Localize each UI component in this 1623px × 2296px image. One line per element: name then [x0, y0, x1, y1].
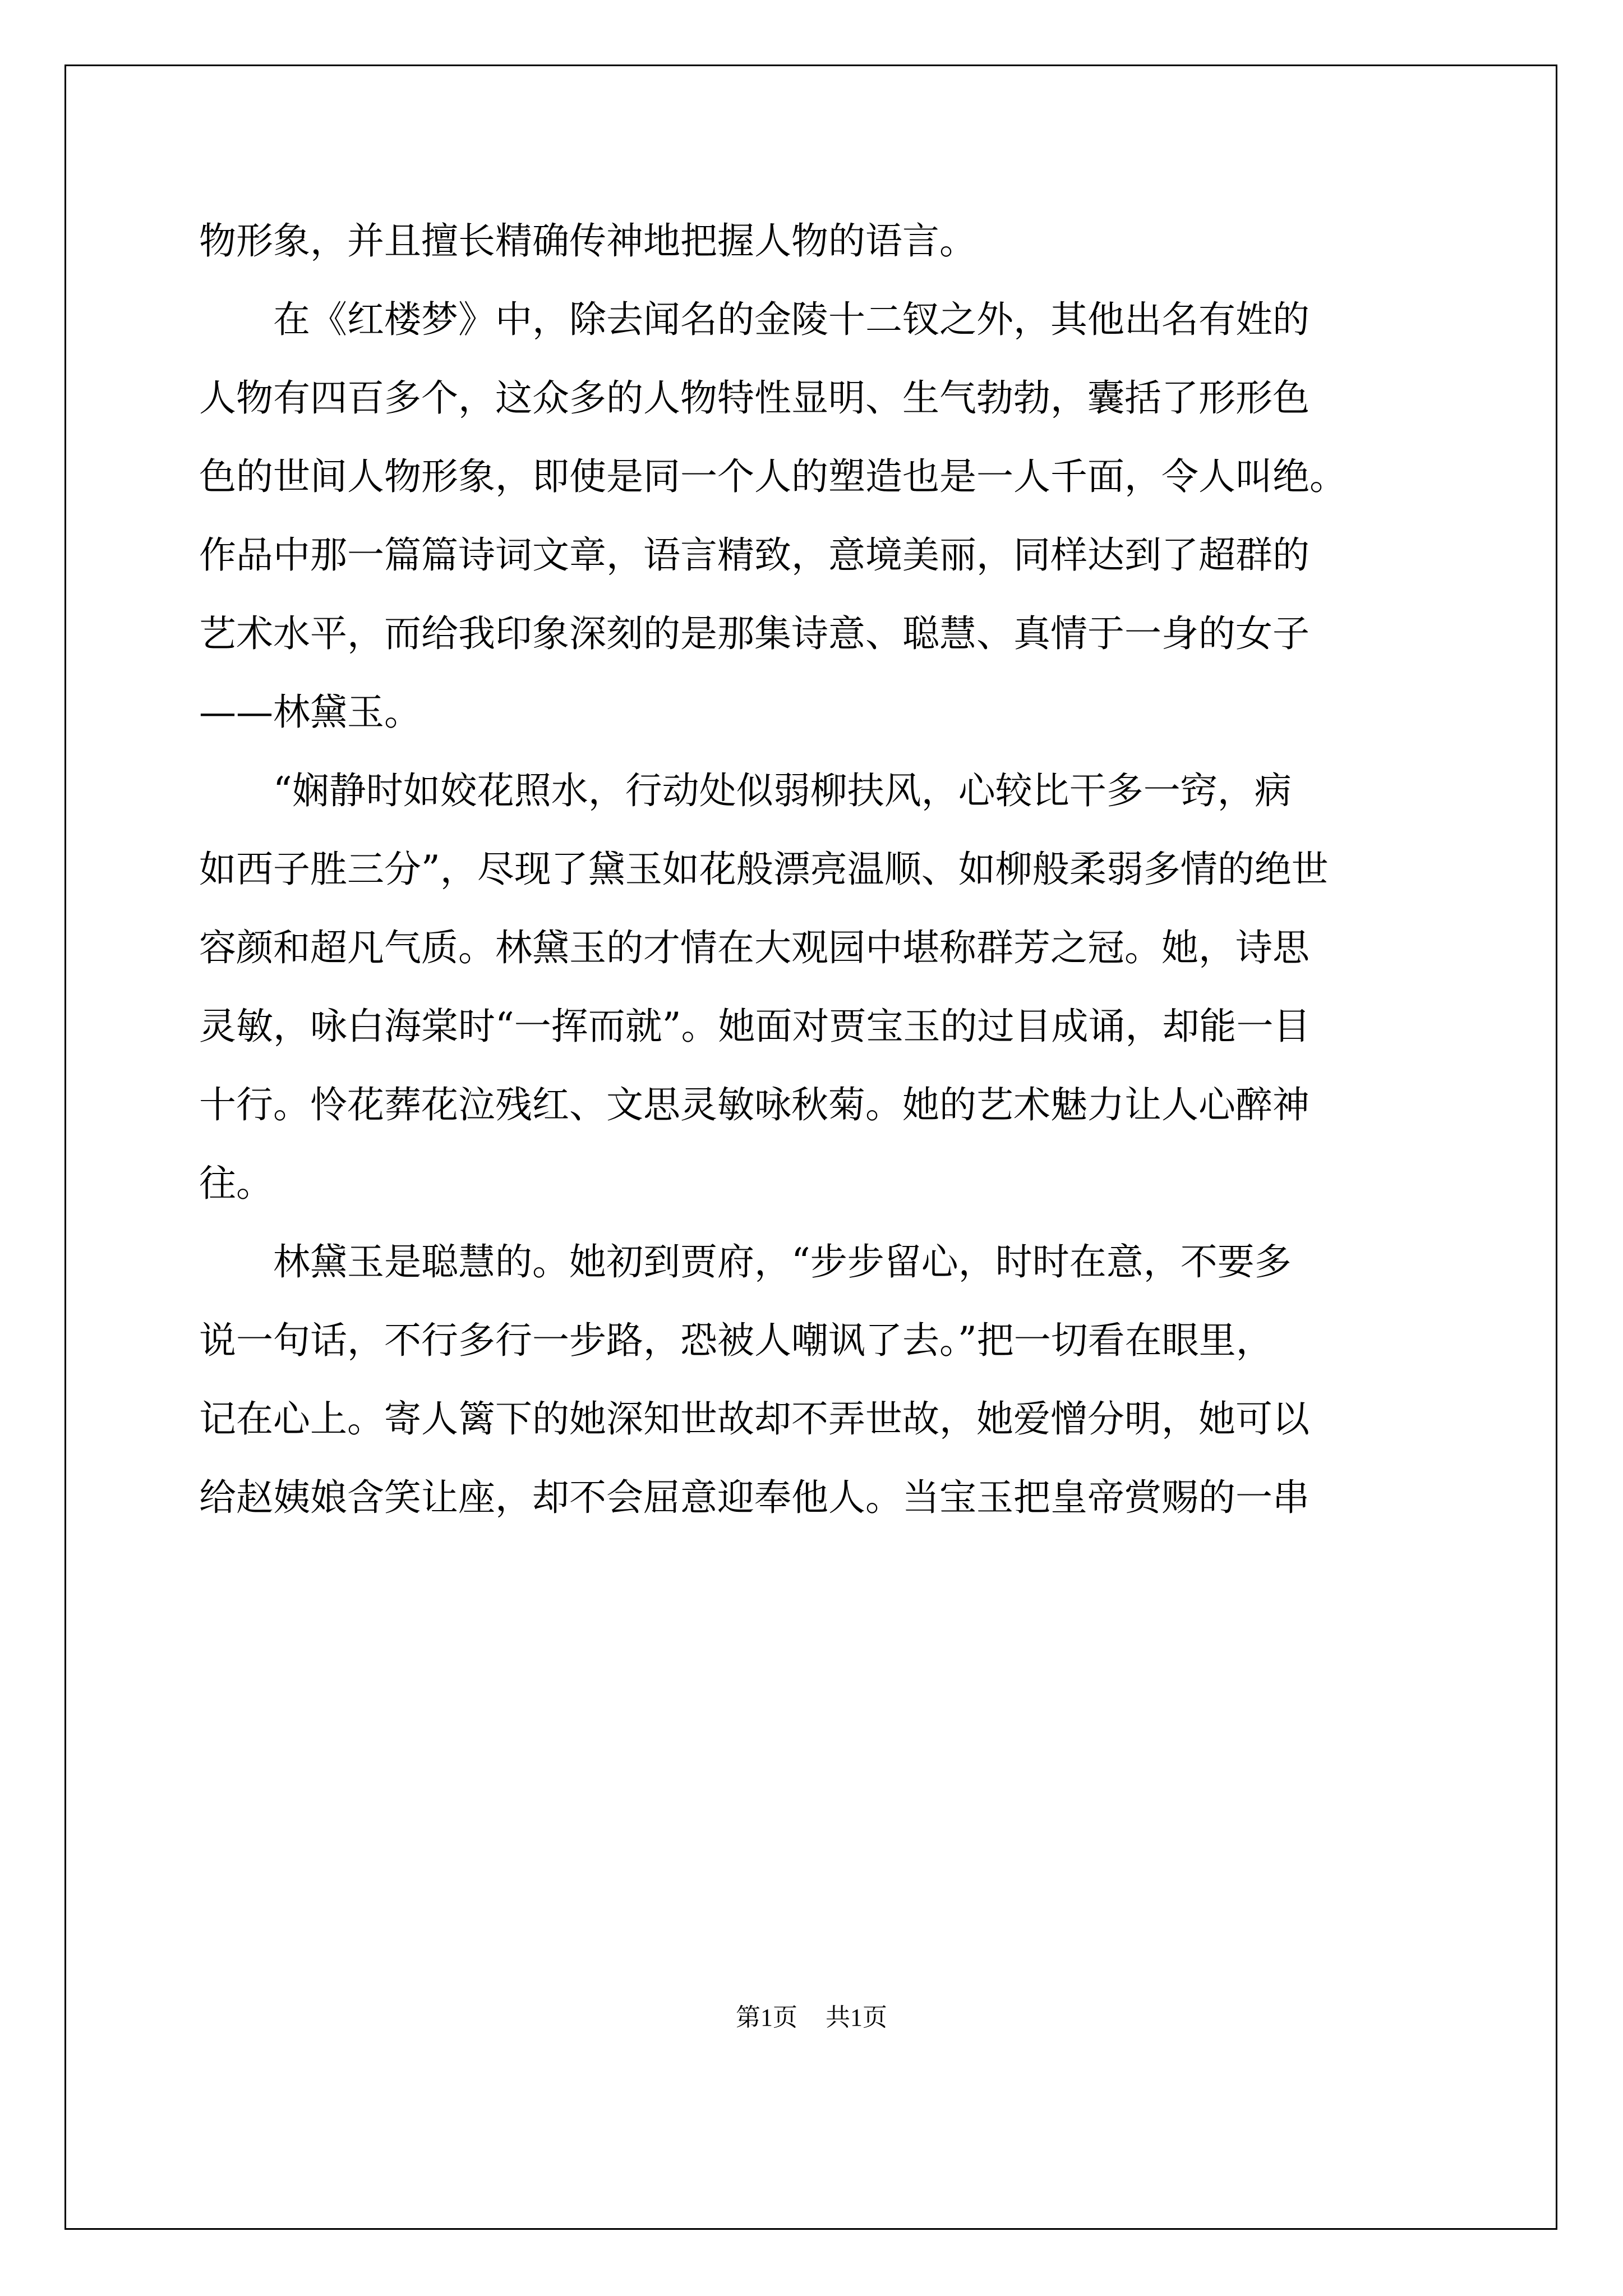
text-line: 给赵姨娘含笑让座，却不会屈意迎奉他人。当宝玉把皇帝赏赐的一串	[199, 1476, 1310, 1519]
text-line: 艺术水平，而给我印象深刻的是那集诗意、聪慧、真情于一身的女子	[199, 612, 1310, 655]
page-total: 共1页	[826, 2004, 887, 2031]
text-line: ——林黛玉。	[199, 691, 421, 734]
text-line: 如西子胜三分”，尽现了黛玉如花般漂亮温顺、如柳般柔弱多情的绝世	[199, 848, 1329, 891]
text-line: 色的世间人物形象，即使是同一个人的塑造也是一人千面，令人叫绝。	[199, 455, 1347, 498]
text-line: 记在心上。寄人篱下的她深知世故却不弄世故，她爱憎分明，她可以	[199, 1397, 1310, 1441]
text-line: “娴静时如姣花照水，行动处似弱柳扶风，心较比干多一窍，病	[273, 769, 1292, 812]
text-line: 说一句话，不行多行一步路，恐被人嘲讽了去。”把一切看在眼里，	[199, 1319, 1273, 1362]
text-line: 容颜和超凡气质。林黛玉的才情在大观园中堪称群芳之冠。她，诗思	[199, 926, 1310, 969]
page-footer	[0, 1997, 1623, 2033]
text-line: 往。	[199, 1162, 273, 1205]
text-line: 作品中那一篇篇诗词文章，语言精致，意境美丽，同样达到了超群的	[199, 533, 1310, 577]
text-line: 林黛玉是聪慧的。她初到贾府，“步步留心，时时在意，不要多	[273, 1240, 1292, 1283]
text-line: 人物有四百多个，这众多的人物特性显明、生气勃勃，囊括了形形色	[199, 376, 1310, 420]
page-number: 第1页	[736, 2004, 797, 2031]
text-line: 物形象，并且擅长精确传神地把握人物的语言。	[199, 219, 976, 263]
text-line: 灵敏，咏白海棠时“一挥而就”。她面对贾宝玉的过目成诵，却能一目	[199, 1005, 1311, 1048]
text-line: 在《红楼梦》中，除去闻名的金陵十二钗之外，其他出名有姓的	[273, 298, 1310, 341]
text-line: 十行。怜花葬花泣残红、文思灵敏咏秋菊。她的艺术魅力让人心醉神	[199, 1083, 1310, 1126]
document-body	[199, 202, 1455, 1537]
